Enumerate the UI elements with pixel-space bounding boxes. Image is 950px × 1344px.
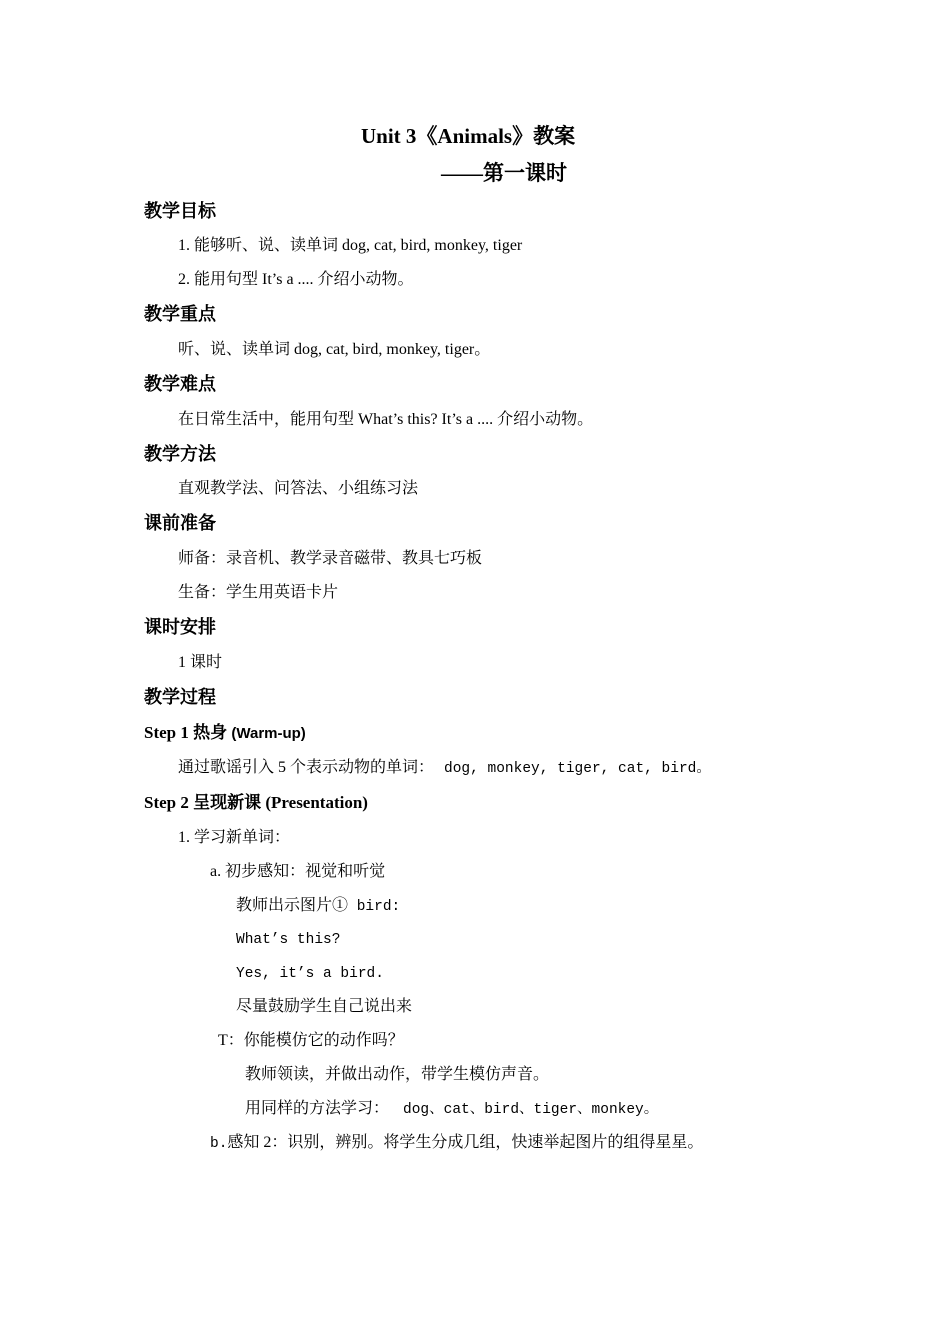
step2-a-label: a. 初步感知：视觉和听觉: [210, 863, 386, 880]
document-subtitle: ——第一课时: [441, 161, 567, 185]
step2-encourage: 尽量鼓励学生自己说出来: [236, 998, 413, 1015]
heading-key-points: 教学重点: [144, 304, 216, 324]
preparation-student: 生备：学生用英语卡片: [178, 584, 339, 601]
key-points-text: 听、说、读单词 dog, cat, bird, monkey, tiger。: [178, 341, 491, 358]
step2-b-line: [210, 1133, 703, 1154]
step1-intro-line: [178, 758, 711, 779]
heading-methods: 教学方法: [144, 444, 216, 464]
step2-same-method: 用同样的方法学习：: [245, 1100, 390, 1117]
heading-process: 教学过程: [144, 687, 216, 707]
step2-a-word: bird:: [348, 899, 401, 915]
step2-lead: 教师领读，并做出动作，带学生模仿声音。: [245, 1066, 550, 1083]
step2-a-show-line: [236, 896, 400, 917]
step1-words: dog, monkey, tiger, cat, bird。: [444, 761, 711, 777]
step2-question: What’s this?: [236, 932, 341, 948]
step1-title-main: Step 1 热身: [144, 723, 232, 742]
step2-b-text: 感知 2：识别，辨别。将学生分成几组，快速举起图片的组得星星。: [227, 1134, 704, 1151]
preparation-teacher: 师备：录音机、教学录音磁带、教具七巧板: [178, 550, 483, 567]
step2-answer: Yes, it’s a bird.: [236, 966, 384, 982]
document-title: Unit 3《Animals》教案: [361, 124, 576, 148]
step2-sub1: 1. 学习新单词：: [178, 829, 291, 846]
heading-preparation: 课前准备: [144, 513, 216, 533]
schedule-text: 1 课时: [178, 654, 223, 671]
difficulties-text: 在日常生活中，能用句型 What’s this? It’s a .... 介绍小动物。: [178, 411, 594, 428]
step1-title: [144, 722, 306, 745]
heading-difficulties: 教学难点: [144, 374, 216, 394]
step2-title: Step 2 呈现新课 (Presentation): [144, 793, 368, 812]
step2-same-words: dog、cat、bird、tiger、monkey。: [403, 1102, 659, 1118]
heading-objectives: 教学目标: [144, 201, 216, 221]
step2-a-show: 教师出示图片①: [236, 897, 349, 914]
step2-b-label: b.: [210, 1136, 228, 1152]
step2-t-prompt: T：你能模仿它的动作吗？: [218, 1032, 404, 1049]
objective-item-2: 2. 能用句型 It’s a .... 介绍小动物。: [178, 271, 414, 288]
step1-title-en: (Warm-up): [231, 725, 306, 742]
step1-intro: 通过歌谣引入 5 个表示动物的单词：: [178, 759, 435, 776]
objective-item-1: 1. 能够听、说、读单词 dog, cat, bird, monkey, tiger: [178, 237, 523, 254]
heading-schedule: 课时安排: [144, 617, 216, 637]
methods-text: 直观教学法、问答法、小组练习法: [178, 480, 419, 497]
step2-same-method-line: [245, 1099, 658, 1120]
